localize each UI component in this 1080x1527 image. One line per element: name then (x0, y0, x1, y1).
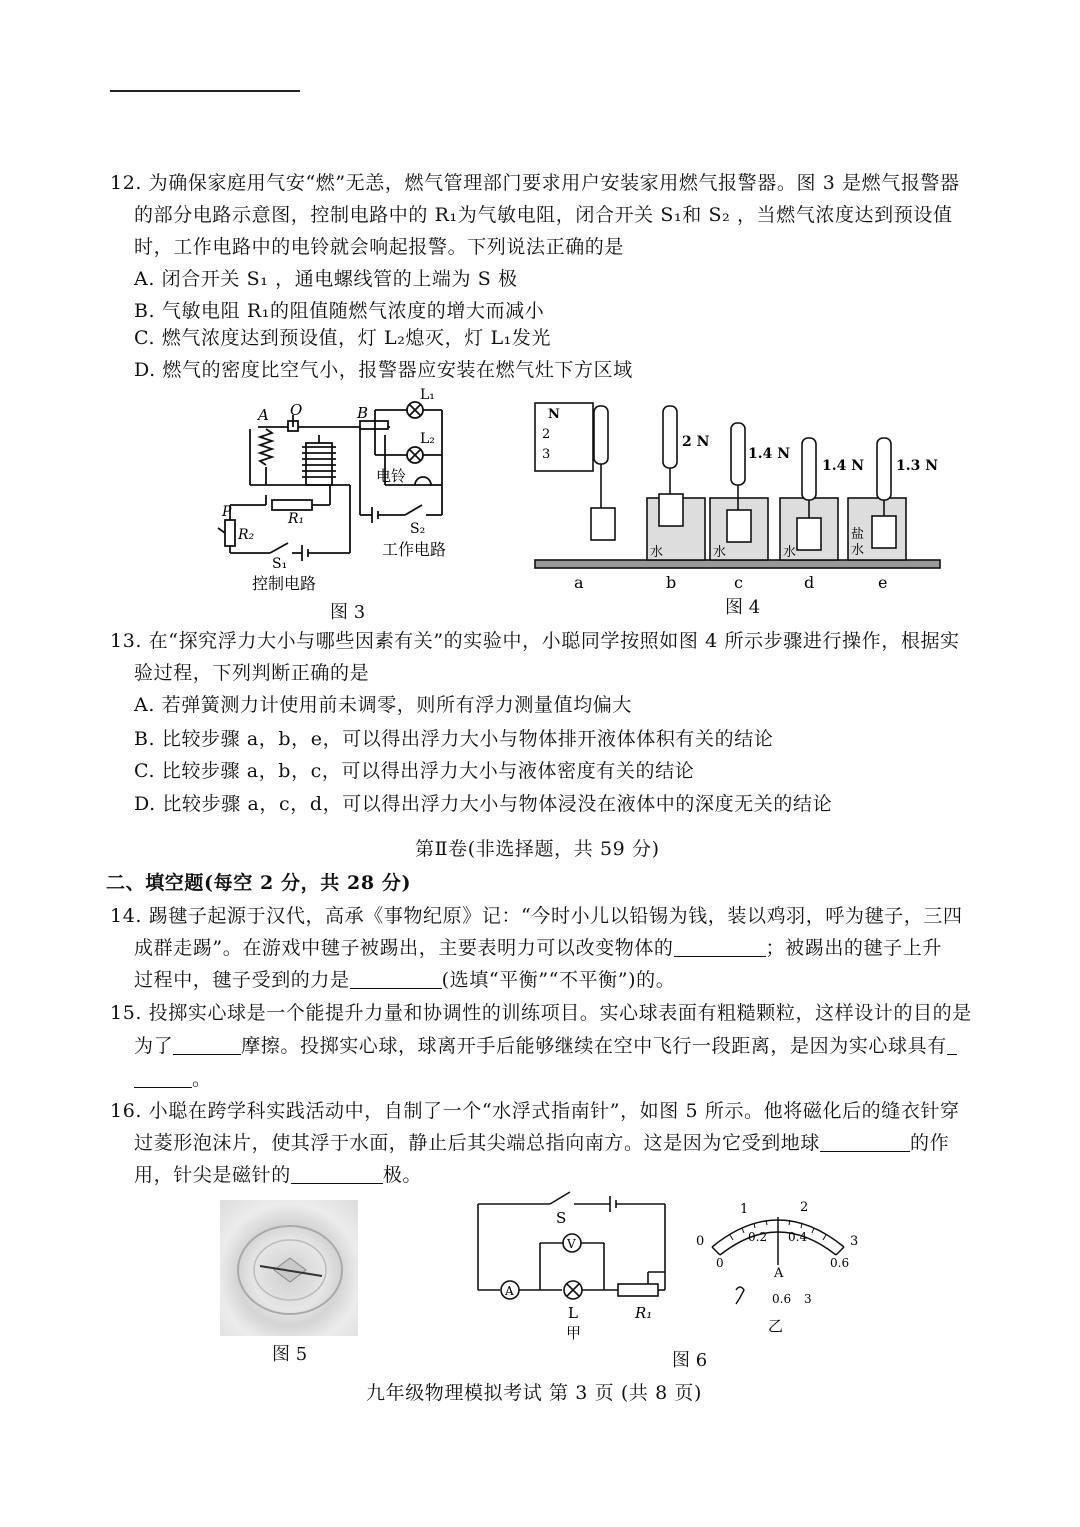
fig3-label-control: 控制电路 (252, 574, 317, 593)
figure-4-buoyancy (530, 398, 950, 598)
q14-line3 (134, 967, 675, 993)
q15-text-c: 。 (192, 1068, 212, 1090)
fig6-voltmeter-icon: V (567, 1237, 576, 1251)
fig6-top-tick-2: 2 (800, 1200, 809, 1215)
fig3-label-b: B (357, 404, 369, 422)
q16-blank-2[interactable] (291, 1165, 383, 1184)
fig3-label-a: A (258, 406, 269, 424)
q14-line2 (134, 935, 942, 961)
figure-3-circuit (210, 385, 490, 595)
q14-text-a: 成群走踢”。在游戏中毽子被踢出，主要表明力可以改变物体的 (134, 937, 674, 959)
q12-option-a: A. 闭合开关 S₁ ，通电螺线管的上端为 S 极 (134, 268, 518, 290)
fig4-water-c: 水 (713, 545, 727, 560)
figure-5-photo (220, 1200, 358, 1336)
fig3-label-p: P (222, 504, 232, 520)
q14-line1: 14. 踢毽子起源于汉代，高承《事物纪原》记：“今时小儿以铅锡为钱，装以鸡羽，呼为毽子，三四 (110, 905, 963, 927)
fig6-bottom-tick-3: 0.6 (830, 1256, 850, 1270)
fig4-scale-3: 3 (542, 447, 551, 462)
fig3-label-s2: S₂ (410, 521, 426, 537)
floating-compass-icon (220, 1200, 358, 1336)
fig6-bottom-tick-0: 0 (716, 1256, 724, 1270)
fig4-caption: 图 4 (725, 597, 761, 618)
fig3-label-l2: L₂ (420, 431, 435, 447)
q15-blank-2-start[interactable] (947, 1036, 957, 1055)
q13-line1: 13. 在“探究浮力大小与哪些因素有关”的实验中，小聪同学按照如图 4 所示步骤进行操作，根据实 (110, 630, 960, 652)
fig6-wire-icon (736, 1287, 744, 1304)
q15-line3 (134, 1066, 212, 1092)
q15-blank-1[interactable] (173, 1036, 241, 1055)
figure-6-circuit (470, 1188, 700, 1353)
q16-blank-1[interactable] (820, 1133, 910, 1152)
fig3-label-o: O (290, 401, 303, 419)
q14-text-c: 过程中，毽子受到的力是 (134, 969, 350, 991)
fig6-label-l: L (568, 1304, 578, 1322)
q16-text-b: 的作 (910, 1132, 950, 1154)
fig6-top-tick-3: 3 (850, 1234, 859, 1249)
fig3-caption: 图 3 (330, 602, 366, 623)
q15-line2 (134, 1033, 957, 1059)
fig3-label-s1: S₁ (272, 556, 288, 572)
fig4-step-a: a (574, 573, 584, 592)
q13-option-d: D. 比较步骤 a，c，d，可以得出浮力大小与物体浸没在液体中的深度无关的结论 (134, 793, 833, 815)
page-footer: 九年级物理模拟考试 第 3 页 (共 8 页) (366, 1382, 703, 1404)
q14-text-d: (选填“平衡”“不平衡”)的。 (441, 969, 676, 991)
fig4-step-e: e (878, 573, 888, 592)
fig6-terminal-1: 0.6 (772, 1292, 792, 1306)
fig6-unit: A (774, 1266, 784, 1281)
q14-blank-2[interactable] (350, 970, 442, 989)
fig3-label-r2: R₂ (238, 527, 255, 543)
fig4-step-c: c (734, 573, 743, 592)
fig6-label-r1: R₁ (635, 1304, 653, 1322)
fig6-label-s: S (556, 1209, 567, 1227)
fig6-bottom-tick-2: 0.4 (788, 1230, 808, 1244)
fig4-reading-d: 1.4 N (822, 458, 865, 474)
q12-line1: 12. 为确保家庭用气安“燃”无恙，燃气管理部门要求用户安装家用燃气报警器。图 3 是燃气报警器 (110, 172, 960, 194)
fig6-terminal-2: 3 (804, 1292, 812, 1306)
q15-text-a: 为了 (134, 1035, 174, 1057)
q12-option-b: B. 气敏电阻 R₁的阻值随燃气浓度的增大而减小 (134, 300, 545, 322)
fig6-label-yi: 乙 (768, 1317, 784, 1335)
header-rule (110, 90, 300, 92)
q15-line1: 15. 投掷实心球是一个能提升力量和协调性的训练项目。实心球表面有粗糙颗粒，这样设计的目的是 (110, 1002, 972, 1024)
fig4-salt-2: 水 (851, 543, 865, 558)
q16-line3 (134, 1162, 422, 1188)
q16-line2 (134, 1130, 949, 1156)
fig4-step-b: b (666, 573, 677, 592)
fig4-reading-b: 2 N (682, 434, 710, 450)
section-2-title: 二、填空题(每空 2 分，共 28 分) (106, 872, 412, 894)
fig6-top-tick-1: 1 (740, 1202, 749, 1217)
fig3-label-work: 工作电路 (382, 540, 447, 559)
q13-option-b: B. 比较步骤 a，b，e，可以得出浮力大小与物体排开液体体积有关的结论 (134, 728, 774, 750)
q16-line1: 16. 小聪在跨学科实践活动中，自制了一个“水浮式指南针”，如图 5 所示。他将磁化后的缝衣针穿 (110, 1100, 960, 1122)
fig4-water-d: 水 (783, 545, 797, 560)
fig4-salt-1: 盐 (851, 527, 865, 542)
fig4-reading-c: 1.4 N (748, 446, 791, 462)
q12-line3: 时，工作电路中的电铃就会响起报警。下列说法正确的是 (134, 236, 625, 258)
q13-option-c: C. 比较步骤 a，b，c，可以得出浮力大小与液体密度有关的结论 (134, 760, 695, 782)
figure-6-ammeter (690, 1195, 865, 1335)
q12-option-c: C. 燃气浓度达到预设值，灯 L₂熄灭，灯 L₁发光 (134, 327, 552, 349)
fig6-ammeter-icon: A (505, 1284, 514, 1298)
fig4-scale-2: 2 (542, 427, 551, 442)
fig4-reading-e: 1.3 N (896, 458, 939, 474)
fig3-label-bell: 电铃 (376, 467, 407, 485)
fig6-label-jia: 甲 (566, 1324, 582, 1342)
fig4-step-d: d (804, 573, 815, 592)
q12-line2: 的部分电路示意图，控制电路中的 R₁为气敏电阻，闭合开关 S₁和 S₂ ，当燃气浓度达到预设值 (134, 204, 953, 226)
q16-text-c: 用，针尖是磁针的 (134, 1164, 291, 1186)
fig3-label-r1: R₁ (288, 511, 305, 527)
fig6-bottom-tick-1: 0.2 (748, 1230, 768, 1244)
fig5-caption: 图 5 (272, 1344, 308, 1365)
q15-blank-2[interactable] (134, 1069, 192, 1088)
q14-text-b: ；被踢出的毽子上升 (765, 937, 942, 959)
q12-option-d: D. 燃气的密度比空气小，报警器应安装在燃气灶下方区域 (134, 359, 633, 381)
q13-option-a: A. 若弹簧测力计使用前未调零，则所有浮力测量值均偏大 (134, 694, 633, 716)
fig6-top-tick-0: 0 (696, 1234, 705, 1249)
q14-blank-1[interactable] (674, 938, 766, 957)
fig6-caption: 图 6 (672, 1350, 708, 1371)
q16-text-d: 极。 (382, 1164, 423, 1186)
fig3-label-l1: L₁ (420, 387, 435, 403)
q13-line2: 验过程，下列判断正确的是 (134, 662, 370, 684)
q16-text-a: 过菱形泡沫片，使其浮于水面，静止后其尖端总指向南方。这是因为它受到地球 (134, 1132, 821, 1154)
part-2-title: 第Ⅱ卷(非选择题，共 59 分) (415, 838, 660, 860)
fig4-label-n: N (548, 407, 560, 422)
fig4-water-b: 水 (650, 545, 664, 560)
q15-text-b: 摩擦。投掷实心球，球离开手后能够继续在空中飞行一段距离，是因为实心球具有 (241, 1035, 947, 1057)
